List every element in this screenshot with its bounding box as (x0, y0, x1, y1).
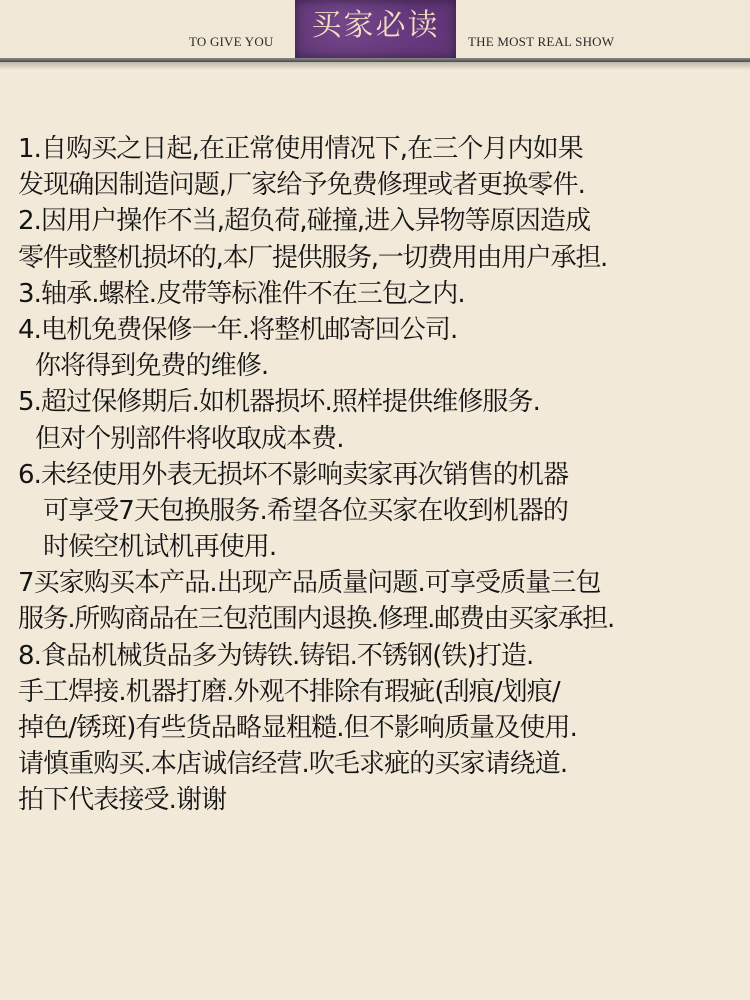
header-shadow (0, 62, 750, 70)
notice-line: 5.超过保修期后.如机器损坏.照样提供维修服务. (18, 387, 541, 418)
notice-line: 6.未经使用外表无损坏不影响卖家再次销售的机器 (18, 459, 569, 490)
notice-line: 可享受7天包换服务.希望各位买家在收到机器的 (43, 495, 569, 526)
header-tagline-left: TO GIVE YOU (189, 34, 274, 49)
notice-line: 3.轴承.螺栓.皮带等标准件不在三包之内. (18, 278, 465, 309)
page-title: 买家必读 (311, 8, 440, 43)
notice-line: 手工焊接.机器打磨.外观不排除有瑕疵(刮痕/划痕/ (18, 676, 560, 707)
notice-line: 零件或整机损坏的,本厂提供服务,一切费用由用户承担. (18, 242, 607, 273)
notice-line: 4.电机免费保修一年.将整机邮寄回公司. (18, 314, 458, 345)
notice-line: 掉色/锈斑)有些货品略显粗糙.但不影响质量及使用. (18, 713, 577, 743)
notice-line: 服务.所购商品在三包范围内退换.修理.邮费由买家承担. (18, 604, 614, 635)
notice-line: 请慎重购买.本店诚信经营.吹毛求疵的买家请绕道. (18, 749, 568, 780)
header-tagline-right: THE MOST REAL SHOW (468, 34, 615, 49)
notice-line: 2.因用户操作不当,超负荷,碰撞,进入异物等原因造成 (18, 206, 591, 237)
notice-line: 拍下代表接受.谢谢 (18, 785, 227, 816)
notice-line: 8.食品机械货品多为铸铁.铸铝.不锈钢(铁)打造. (18, 640, 534, 671)
notice-line: 但对个别部件将收取成本费. (35, 423, 344, 454)
notice-line: 7买家购买本产品.出现产品质量问题.可享受质量三包 (18, 568, 601, 599)
title-banner (295, 0, 456, 58)
notice-text-block (18, 131, 746, 819)
notice-line: 1.自购买之日起,在正常使用情况下,在三个月内如果 (18, 134, 583, 164)
notice-line: 你将得到免费的维修. (35, 351, 269, 382)
notice-line: 时候空机试机再使用. (43, 532, 277, 563)
notice-line: 发现确因制造问题,厂家给予免费修理或者更换零件. (18, 170, 585, 201)
